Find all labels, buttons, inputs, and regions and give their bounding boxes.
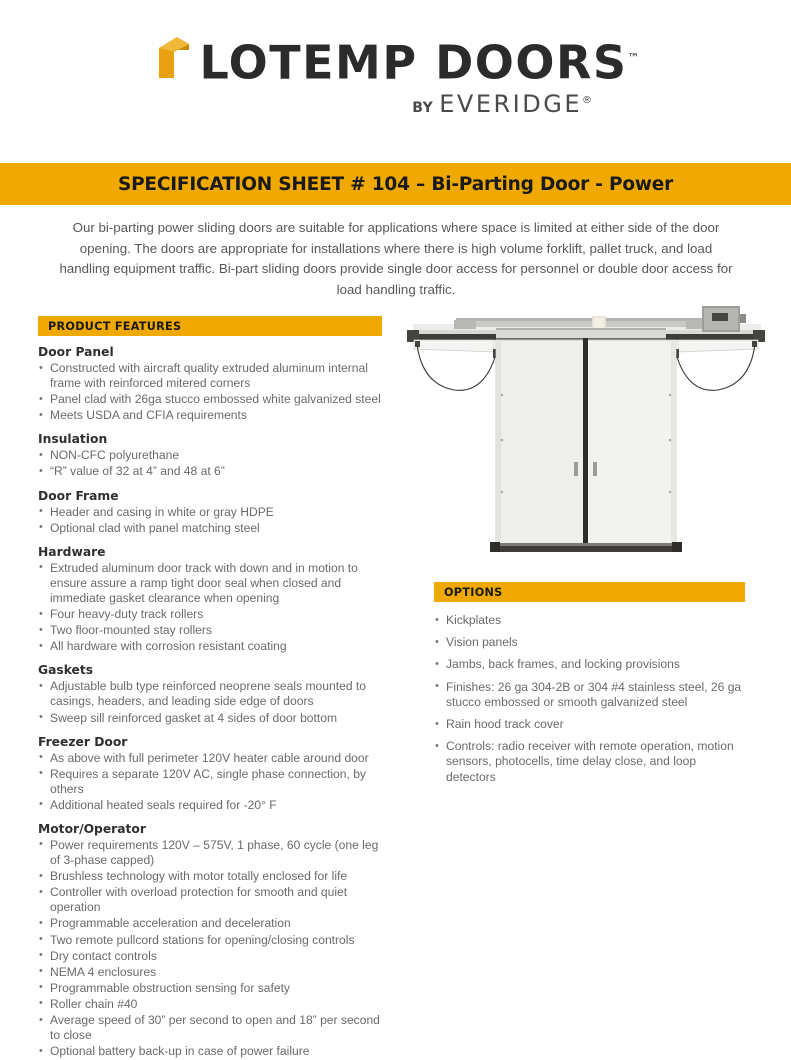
list-item: • Two floor-mounted stay rollers [38, 623, 382, 638]
list-item: • Programmable acceleration and deceleration [38, 916, 382, 931]
feature-group-title: Insulation [38, 432, 108, 447]
list-item: • Requires a separate 120V AC, single phase connection, by others [38, 767, 382, 797]
intro-paragraph: Our bi-parting power sliding doors are suitable for applications where space is limited at either side of the door opening. The doors are appropriate for installations where there is high volume forklift, pallet truck, and load handling equipment traffic. Bi-part sliding doors provide single door access for personnel or double door access for load handling traffic. [59, 220, 733, 297]
logo-byline [199, 90, 592, 118]
bi-parting-door-illustration [396, 302, 776, 568]
page-title-product: Bi-Parting Door - Power [431, 173, 674, 195]
feature-group-door-panel [38, 345, 382, 423]
options-bar [434, 582, 745, 602]
list-item: • Additional heated seals required for -20° F [38, 798, 382, 813]
list-item: • Optional clad with panel matching steel [38, 521, 382, 536]
logo-wordmark-text: LOTEMP DOORS [199, 35, 628, 90]
page-title [118, 174, 673, 195]
list-item: • Adjustable bulb type reinforced neoprene seals mounted to casings, headers, and leading side edge of doors [38, 679, 382, 709]
list-item: • Power requirements 120V – 575V, 1 phase, 60 cycle (one leg of 3-phase capped) [38, 838, 382, 868]
feature-group-freezer-door [38, 735, 382, 813]
list-item: • “R” value of 32 at 4” and 48 at 6” [38, 464, 382, 479]
product-features-section [38, 316, 382, 1060]
feature-group-hardware [38, 545, 382, 655]
list-item: • Programmable obstruction sensing for safety [38, 981, 382, 996]
registered-symbol: ® [582, 95, 592, 107]
logo-parent-brand [439, 90, 592, 118]
product-features-bar [38, 316, 382, 336]
list-item: • Brushless technology with motor totally enclosed for life [38, 869, 382, 884]
logo-wordmark [199, 34, 640, 90]
feature-list [38, 448, 382, 479]
options-bar-label: OPTIONS [444, 585, 503, 599]
options-section [434, 582, 745, 792]
spec-sheet-title-banner [0, 163, 791, 205]
list-item: • Two remote pullcord stations for opening/closing controls [38, 933, 382, 948]
feature-group-title: Motor/Operator [38, 821, 146, 836]
list-item: • Kickplates [434, 613, 745, 628]
feature-list [38, 505, 382, 536]
feature-list [38, 838, 382, 1059]
feature-group-title: Door Panel [38, 345, 114, 359]
list-item: • NEMA 4 enclosures [38, 965, 382, 980]
list-item: • Controller with overload protection for smooth and quiet operation [38, 885, 382, 915]
list-item: • Roller chain #40 [38, 997, 382, 1012]
brand-logo [0, 0, 791, 118]
list-item: • As above with full perimeter 120V heater cable around door [38, 751, 382, 766]
feature-list [38, 751, 382, 813]
list-item: • Vision panels [434, 635, 745, 650]
list-item: • Finishes: 26 ga 304-2B or 304 #4 stainless steel, 26 ga stucco embossed or smooth galvanized steel [434, 680, 745, 710]
list-item: • All hardware with corrosion resistant coating [38, 639, 382, 654]
feature-group-insulation [38, 432, 382, 479]
options-list-wrapper [434, 613, 745, 785]
logo-parent-text: EVERIDGE [439, 90, 582, 119]
feature-list [38, 561, 382, 655]
list-item: • Dry contact controls [38, 949, 382, 964]
list-item: • Panel clad with 26ga stucco embossed white galvanized steel [38, 392, 382, 407]
trademark-symbol: ™ [627, 51, 640, 65]
list-item: • Controls: radio receiver with remote operation, motion sensors, photocells, time delay close, and loop detectors [434, 739, 745, 785]
product-features-bar-label: PRODUCT FEATURES [48, 319, 182, 333]
list-item: • Optional battery back-up in case of power failure [38, 1044, 382, 1059]
options-list [434, 613, 745, 785]
logo-lockup [151, 34, 640, 90]
page-title-number: SPECIFICATION SHEET # 104 – [117, 173, 432, 195]
feature-group-title: Freezer Door [38, 734, 128, 749]
logo-by-label: BY [412, 100, 434, 117]
list-item: • Extruded aluminum door track with down and in motion to ensure assure a ramp tight door seal when closed and immediate gasket clearance when opening [38, 561, 382, 606]
feature-group-title: Door Frame [38, 488, 119, 503]
feature-group-gaskets [38, 663, 382, 725]
list-item: • Constructed with aircraft quality extruded aluminum internal frame with reinforced mitered corners [38, 361, 382, 391]
list-item: • Average speed of 30” per second to open and 18” per second to close [38, 1013, 382, 1043]
list-item: • Meets USDA and CFIA requirements [38, 408, 382, 423]
list-item: • NON-CFC polyurethane [38, 448, 382, 463]
list-item: • Jambs, back frames, and locking provisions [434, 657, 745, 672]
product-photo [396, 302, 776, 568]
lotemp-door-mark-icon [151, 34, 195, 84]
feature-group-door-frame [38, 489, 382, 536]
list-item: • Sweep sill reinforced gasket at 4 sides of door bottom [38, 711, 382, 726]
list-item: • Rain hood track cover [434, 717, 745, 732]
feature-list [38, 361, 382, 423]
feature-list [38, 679, 382, 725]
feature-group-title: Hardware [38, 544, 106, 559]
list-item: • Four heavy-duty track rollers [38, 607, 382, 622]
list-item: • Header and casing in white or gray HDPE [38, 505, 382, 520]
feature-group-title: Gaskets [38, 663, 94, 678]
